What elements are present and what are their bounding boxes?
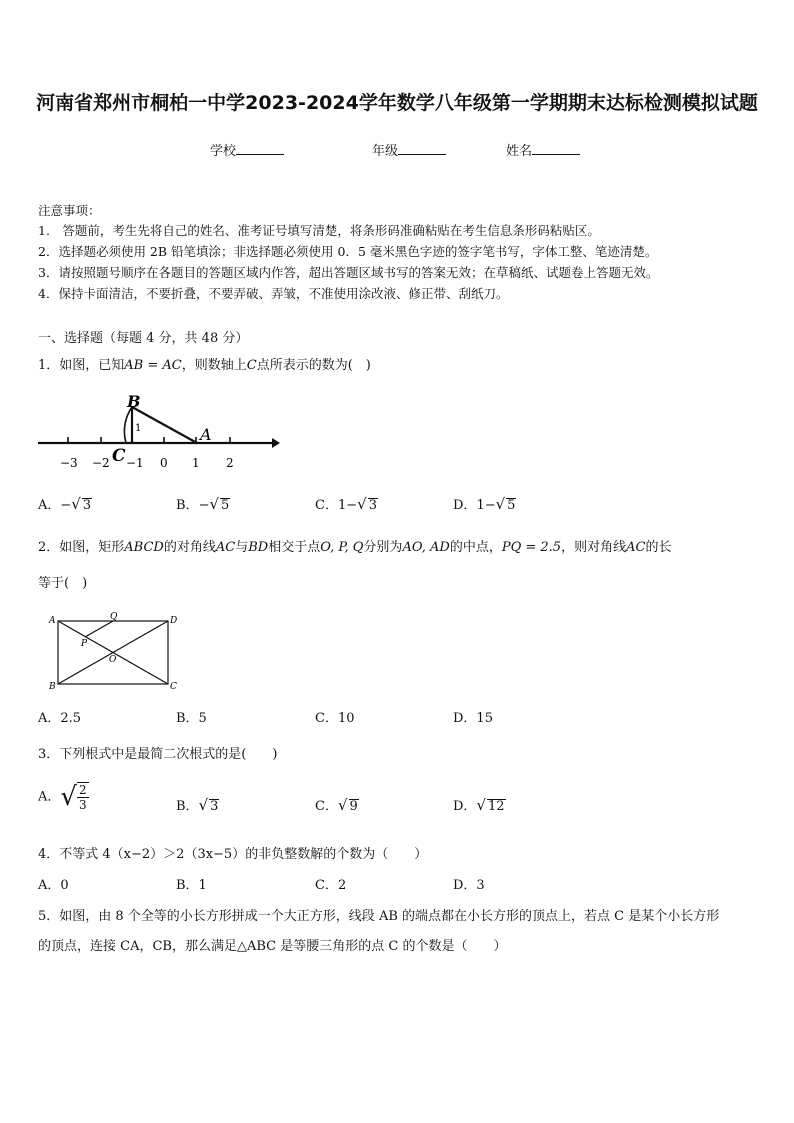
question-2-line2: 等于( ) (38, 576, 88, 591)
label-d: D (170, 616, 178, 626)
question-1 (38, 354, 371, 373)
tick-label: −2 (92, 456, 110, 470)
q1-option-b[interactable]: B．−√ 5 (176, 495, 230, 513)
q4-option-a[interactable]: A．0 (38, 878, 69, 893)
name-label: 姓名 (506, 144, 533, 159)
grade-blank[interactable] (398, 142, 446, 155)
label-c: C (170, 682, 177, 692)
q1-post2: 点所表示的数为( ) (256, 358, 371, 373)
q1-number-line-figure (34, 385, 284, 475)
name-blank[interactable] (532, 142, 580, 155)
school-field[interactable] (210, 140, 284, 159)
note-item: 3．请按照题号顺序在各题目的答题区域内作答，超出答题区域书写的答案无效；在草稿纸、试题卷上答题无效。 (38, 265, 659, 280)
radicand: 5 (507, 498, 516, 513)
page-title: 河南省郑州市桐柏一中学2023-2024学年数学八年级第一学期期末达标检测模拟试题 (36, 92, 758, 114)
note-item: 1. 答题前，考生先将自己的姓名、准考证号填写清楚，将条形码准确粘贴在考生信息条形码粘贴区。 (38, 223, 600, 238)
label-q: Q (110, 612, 118, 622)
notes-heading: 注意事项： (38, 203, 101, 218)
label-a: A (200, 425, 212, 444)
q3-option-c[interactable]: C．√ 9 (315, 796, 358, 814)
question-5: 5．如图，由 8 个全等的小长方形拼成一个大正方形，线段 AB 的端点都在小长方形的顶点上，若点 C 是某个小长方形 (38, 909, 720, 924)
radicand: 5 (221, 498, 230, 513)
label-c: C (112, 446, 126, 466)
q1-option-a[interactable]: A．−√ 3 (38, 495, 92, 513)
radicand: 3 (82, 498, 92, 513)
note-item: 4．保持卡面清洁，不要折叠，不要弄破、弄皱，不准使用涂改液、修正带、刮纸刀。 (38, 286, 509, 301)
q2-rectangle-figure (44, 610, 184, 694)
label-a: A (49, 616, 56, 626)
q2-option-d[interactable]: D．15 (453, 711, 493, 726)
arc-bc (124, 407, 132, 443)
q2-option-a[interactable]: A．2.5 (38, 711, 82, 726)
q1-pre: 1．如图，已知 (38, 358, 125, 373)
q4-option-b[interactable]: B．1 (176, 878, 207, 893)
tick-label: −3 (60, 456, 78, 470)
name-field[interactable] (506, 140, 580, 159)
note-item: 2．选择题必须使用 2B 铅笔填涂；非选择题必须使用 0．5 毫米黑色字迹的签字笔书写，字体工整、笔迹清楚。 (38, 244, 658, 259)
q1-post: ，则数轴上 (181, 358, 247, 373)
q1-c: C (246, 358, 257, 373)
q4-option-c[interactable]: C．2 (315, 878, 347, 893)
school-label: 学校 (210, 144, 237, 159)
tick-label: 1 (192, 456, 200, 470)
tick-label: 2 (226, 456, 234, 470)
question-4: 4．不等式 4（x−2）＞2（3x−5）的非负整数解的个数为（ ） (38, 847, 428, 862)
label-o: O (109, 655, 117, 665)
q4-option-d[interactable]: D．3 (453, 878, 485, 893)
q1-option-d[interactable]: D．1−√ 5 (453, 495, 516, 513)
q2-option-c[interactable]: C．10 (315, 711, 355, 726)
segment-pq (85, 621, 113, 637)
question-5-line2: 的顶点，连接 CA，CB，那么满足△ABC 是等腰三角形的点 C 的个数是（ ） (38, 939, 507, 954)
school-blank[interactable] (236, 142, 284, 155)
label-one: 1 (135, 423, 142, 434)
tick-label: 0 (160, 456, 168, 470)
arrow-icon (272, 438, 280, 448)
q1-eq: AB = AC (124, 358, 182, 373)
question-3: 3．下列根式中是最简二次根式的是( ) (38, 747, 278, 762)
q3-option-d[interactable]: D．√ 12 (453, 796, 505, 814)
grade-field[interactable] (372, 140, 446, 159)
label-b: B (127, 392, 141, 411)
q3-option-a[interactable]: A．√ $\frac{2}{3}$ (38, 782, 87, 812)
question-2: 2．如图，矩形ABCD的对角线AC与BD相交于点O, P, Q分别为AO, AD的中点，PQ = 2.5，则对角线AC的长 (38, 540, 672, 555)
tick-label: −1 (126, 456, 144, 470)
q1-option-c[interactable]: C．1−√ 3 (315, 495, 377, 513)
label-b: B (49, 682, 56, 692)
q3-option-b[interactable]: B．√ 3 (176, 796, 219, 814)
section-heading: 一、选择题（每题 4 分，共 48 分） (38, 331, 249, 346)
grade-label: 年级 (372, 144, 399, 159)
label-p: P (81, 639, 88, 649)
q2-option-b[interactable]: B．5 (176, 711, 207, 726)
radicand: 3 (368, 498, 377, 513)
